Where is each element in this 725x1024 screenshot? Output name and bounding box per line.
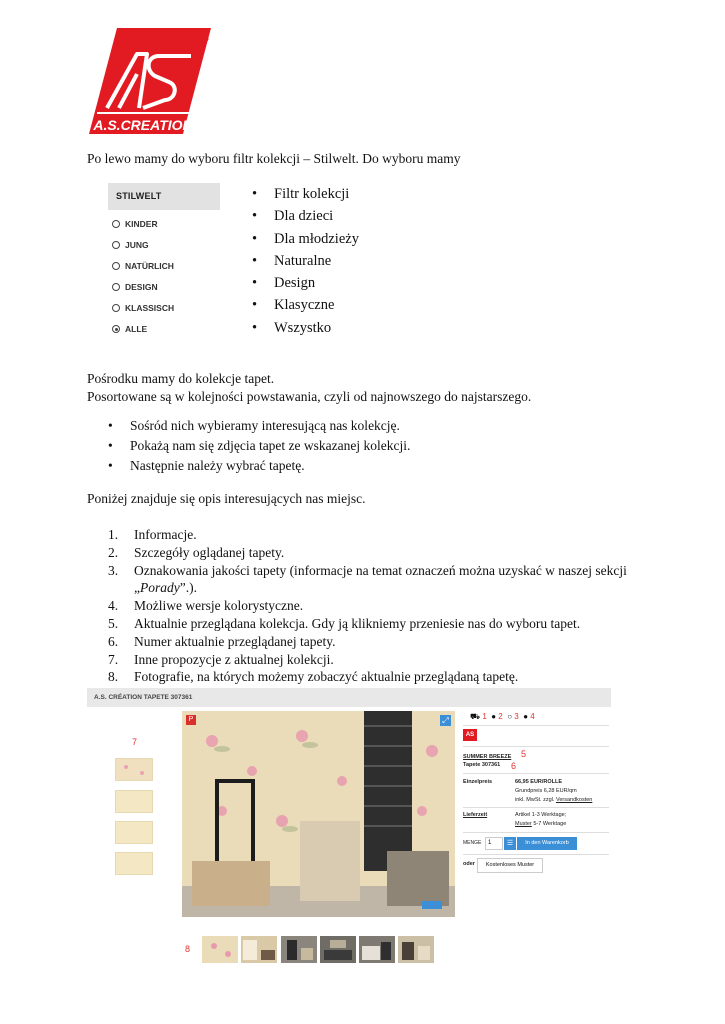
radio-selected-icon[interactable] [112, 325, 120, 333]
grundpreis: Grundpreis 6,28 EUR/qm [515, 788, 577, 794]
radio-icon[interactable] [112, 262, 120, 270]
list-item: • Wszystko [274, 318, 359, 340]
list-item: 6. Numer aktualnie przeglądanej tapety. [108, 633, 336, 649]
as-creation-logo [87, 26, 213, 136]
list-item: 4. Możliwe wersje kolorystyczne. [108, 598, 304, 614]
photo-thumbnail[interactable] [320, 936, 356, 963]
tapete-number: Tapete 307361 [463, 762, 501, 768]
collection-thumbnail[interactable] [115, 758, 153, 781]
middle-line-1: Pośrodku mamy do kolekcje tapet. [87, 371, 275, 386]
list-item: 5. Aktualnie przeglądana kolekcja. Gdy ją klikniemy przeniesie nas do wyboru tapet. [108, 615, 581, 631]
collection-thumbnail[interactable] [115, 821, 153, 844]
svg-text:®: ® [202, 34, 209, 44]
middle-line-2: Posortowane są w kolejności powstawania, czyli od najnowszego do najstarszego. [87, 389, 532, 404]
svg-text:A.S.CREATION: A.S.CREATION [93, 117, 193, 133]
filter-option-natuerlich[interactable]: NATÜRLICH [108, 256, 220, 277]
pinterest-icon[interactable]: P [186, 715, 196, 725]
radio-icon[interactable] [112, 220, 120, 228]
color-variants-icon[interactable]: ● [523, 712, 529, 721]
collection-thumbnail[interactable] [115, 790, 153, 813]
info-icon[interactable]: ⛟ [470, 712, 481, 721]
quality-icon[interactable]: ○ [507, 712, 513, 721]
price-label: Einzelpreis [463, 779, 493, 785]
list-item: • Pokażą nam się zdjęcia tapet ze wskazanej kolekcji. [130, 437, 410, 457]
delivery-articles: Artikel 1-3 Werktage; [515, 812, 567, 818]
main-product-image[interactable] [182, 711, 455, 917]
list-item: 2. Szczegóły oglądanej tapety. [108, 544, 285, 560]
info-icons-row: ⛟ 1 ● 2 ○ 3 ● 4 [470, 712, 535, 721]
list-item: • Design [274, 273, 359, 295]
quantity-label: MENGE [463, 840, 482, 846]
quantity-input[interactable]: 1 [485, 837, 503, 850]
muster-link[interactable]: Muster [515, 821, 532, 827]
list-item: 1. Informacje. [108, 527, 197, 542]
list-item: • Dla dzieci [274, 206, 359, 228]
photo-thumbnail[interactable] [281, 936, 317, 963]
filter-option-klassisch[interactable]: KLASSISCH [108, 298, 220, 319]
list-item: • Naturalne [274, 251, 359, 273]
list-item: • Sośród nich wybieramy interesującą nas kolekcję. [130, 417, 410, 437]
brand-logo-small: AS [463, 729, 477, 741]
list-item-continuation: „Porady”.). [134, 580, 197, 596]
intro-text: Po lewo mamy do wyboru filtr kolekcji – Stilwelt. Do wyboru mamy [87, 151, 461, 166]
shop-product-screenshot [87, 688, 611, 968]
marker-6: 6 [511, 761, 517, 771]
list-item: • Filtr kolekcji [274, 184, 359, 206]
list-icon[interactable]: ☰ [504, 837, 516, 850]
below-text: Poniżej znajduje się opis interesujących nas miejsc. [87, 491, 366, 506]
list-item: • Dla młodzieży [274, 229, 359, 251]
filter-option-kinder[interactable]: KINDER [108, 214, 220, 235]
stilwelt-filter-panel [108, 183, 220, 343]
list-item: 7. Inne propozycje z aktualnej kolekcji. [108, 651, 334, 667]
radio-icon[interactable] [112, 241, 120, 249]
collection-thumbnail[interactable] [115, 852, 153, 875]
numbered-list [108, 526, 627, 686]
filter-option-design[interactable]: DESIGN [108, 277, 220, 298]
marker-8: 8 [185, 944, 191, 954]
filter-option-alle[interactable]: ALLE [108, 319, 220, 340]
list-item: • Następnie należy wybrać tapetę. [130, 457, 410, 477]
filter-translation-list [274, 184, 359, 340]
delivery-label: Lieferzeit [463, 812, 488, 818]
steps-list [130, 417, 410, 477]
expand-icon[interactable]: ⤢ [440, 715, 451, 726]
photo-thumbnail[interactable] [359, 936, 395, 963]
filter-option-jung[interactable]: JUNG [108, 235, 220, 256]
photo-thumbnail[interactable] [202, 936, 238, 963]
photo-thumbnail[interactable] [241, 936, 277, 963]
product-title-bar: A.S. CRÉATION TAPETE 307361 [87, 688, 611, 707]
list-item: 3. Oznakowania jakości tapety (informacje na temat oznaczeń można uzyskać w naszej sekcji [108, 562, 627, 578]
oder-label: oder [463, 861, 475, 867]
list-item: 8. Fotografie, na których możemy zobaczyć aktualnie przeglądaną tapetę. [108, 669, 519, 685]
marker-7: 7 [132, 737, 138, 747]
filter-header: STILWELT [108, 183, 220, 210]
price-value: 66,95 EUR/ROLLE [515, 779, 563, 785]
marker-5: 5 [521, 749, 527, 759]
tax-note: inkl. MwSt. zzgl. Versandkosten [515, 797, 593, 803]
radio-icon[interactable] [112, 304, 120, 312]
shipping-link[interactable]: Versandkosten [555, 797, 593, 803]
collection-link[interactable]: SUMMER BREEZE [463, 754, 512, 760]
radio-icon[interactable] [112, 283, 120, 291]
details-icon[interactable]: ● [491, 712, 497, 721]
list-item: • Klasyczne [274, 295, 359, 317]
add-to-cart-button[interactable]: In den Warenkorb [517, 837, 577, 850]
photo-thumbnail[interactable] [398, 936, 434, 963]
free-sample-button[interactable]: Kostenloses Muster [477, 858, 543, 873]
delivery-samples: Muster 5-7 Werktage [515, 821, 567, 827]
